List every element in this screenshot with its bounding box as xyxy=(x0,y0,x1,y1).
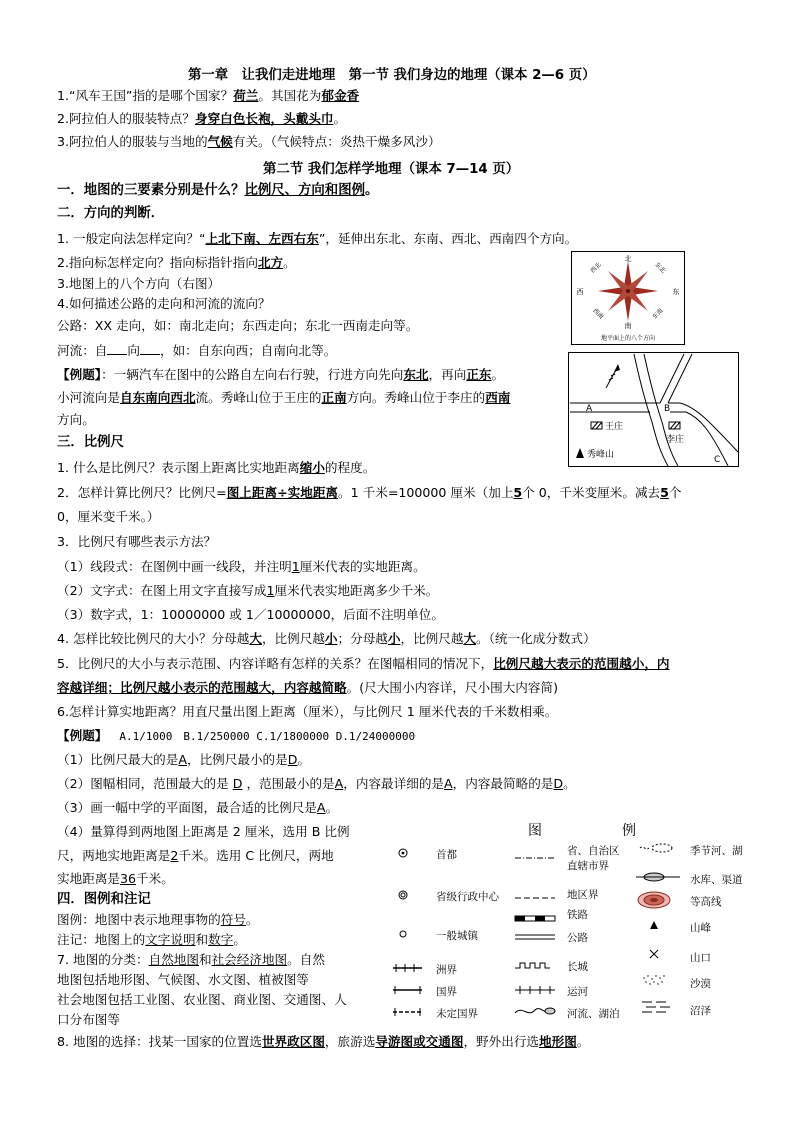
legend-def: 图例：地图中表示地理事物的符号。 xyxy=(57,912,259,927)
scale-heading: 三．比例尺 xyxy=(57,435,124,450)
legend-seasonal: 季节河、湖 xyxy=(690,845,743,857)
river-lake-icon xyxy=(515,1008,555,1014)
legend-swamp: 沼泽 xyxy=(690,1005,711,1017)
elements-line: 一．地图的三要素分别是什么？比例尺、方向和图例。 xyxy=(57,183,379,198)
compass-nw: 西北 xyxy=(589,261,603,275)
legend-railway: 铁路 xyxy=(567,909,588,921)
compass-sw: 西南 xyxy=(591,307,605,321)
road-map-figure xyxy=(568,352,739,467)
map-label-wangzhuang: 王庄 xyxy=(605,422,624,432)
legend-title-1: 图 xyxy=(528,823,542,839)
legend-pass: 山口 xyxy=(690,952,711,964)
dir-6: 河流：自 向 ，如：自东向西；自南向北等。 xyxy=(57,343,337,358)
example-2: 小河流向是自东南向西北流。秀峰山位于王庄的正南方向。秀峰山位于李庄的西南 xyxy=(57,390,511,405)
legend-contour: 等高线 xyxy=(690,896,722,908)
dir-5: 公路：XX 走向，如：南北走向；东西走向；东北一西南走向等。 xyxy=(57,318,419,333)
legend-provincial: 省级行政中心 xyxy=(436,891,499,903)
example-3: 方向。 xyxy=(57,412,95,427)
legend-undefined: 未定国界 xyxy=(436,1008,478,1020)
compass-w: 西 xyxy=(576,288,584,296)
scale-3b: （2）文字式：在图上用文字直接写成1厘米代表实地距离多少千米。 xyxy=(57,583,439,598)
scale-3: 3．比例尺有哪些表示方法？ xyxy=(57,534,217,549)
map-types-3: 社会地图包括工业图、农业图、商业图、交通图、人 xyxy=(57,992,347,1007)
compass-e: 东 xyxy=(672,288,680,296)
legend-region: 地区界 xyxy=(567,889,599,901)
legend-heading: 四．图例和注记 xyxy=(57,892,151,907)
desert-icon xyxy=(643,975,664,984)
map-types-2: 地图包括地形图、气候图、水文图、植被图等 xyxy=(57,972,309,987)
legend-road: 公路 xyxy=(567,932,588,944)
legend-reservoir: 水库、渠道 xyxy=(690,874,743,886)
q3-line: 3.阿拉伯人的服装与当地的气候有关。（气候特点：炎热干燥多风沙） xyxy=(57,134,441,149)
scale-ex-4c: 实地距离是36千米。 xyxy=(57,871,174,886)
scale-3c: （3）数字式，1：10000000 或 1／10000000，后面不注明单位。 xyxy=(57,607,444,622)
map-types: 7. 地图的分类：自然地图和社会经济地图。自然 xyxy=(57,952,325,967)
scale-ex-2: （2）图幅相同，范围最大的是 D ，范围最小的是A，内容最详细的是A，内容最简略的是D。 xyxy=(57,776,576,791)
scale-5b: 容越详细；比例尺越小表示的范围越大，内容越简略。(尺大围小内容详，尺小围大内容简) xyxy=(57,680,558,695)
legend-desert: 沙漠 xyxy=(690,978,711,990)
dir-3: 3.地图上的八个方向（右图） xyxy=(57,276,221,291)
map-label-lizhuang: 李庄 xyxy=(666,435,685,445)
railway-icon xyxy=(515,916,555,921)
national-border-icon xyxy=(393,986,422,994)
undefined-border-icon xyxy=(393,1008,422,1016)
continent-border-icon xyxy=(393,964,422,972)
scale-6: 6.怎样计算实地距离？用直尺量出图上距离（厘米），与比例尺 1 厘米代表的千米数相乘。 xyxy=(57,704,558,719)
reservoir-canal-icon xyxy=(636,873,680,881)
dir-4: 4.如何描述公路的走向和河流的流向？ xyxy=(57,296,271,311)
dir-2: 2.指向标怎样定向？指向标指针指向北方。 xyxy=(57,255,296,270)
map-label-c: C xyxy=(714,455,721,465)
legend-continent: 洲界 xyxy=(436,964,457,976)
great-wall-icon xyxy=(515,963,550,968)
scale-2: 2．怎样计算比例尺？比例尺=图上距离÷实地距离。1 千米=100000 厘米（加上5个 0，千米变厘米。减去5个 xyxy=(57,485,682,500)
scale-4: 4. 怎样比较比例尺的大小？分母越大，比例尺越小；分母越小，比例尺越大。（统一化成分数式） xyxy=(57,631,596,646)
direction-heading: 二．方向的判断． xyxy=(57,206,165,221)
swamp-icon xyxy=(642,1002,670,1012)
compass-figure xyxy=(571,251,685,345)
legend-peak: 山峰 xyxy=(690,922,711,934)
legend-wall: 长城 xyxy=(567,961,588,973)
map-types-4: 口分布图等 xyxy=(57,1012,120,1027)
dir-1: 1. 一般定向法怎样定向？“上北下南、左西右东”，延伸出东北、东南、西北、西南四个方向。 xyxy=(57,231,578,246)
map-label-b: B xyxy=(664,404,671,414)
provincial-capital-icon xyxy=(399,891,407,899)
legend-province-2: 直辖市界 xyxy=(567,860,609,872)
map-choice: 8. 地图的选择：找某一国家的位置选世界政区图，旅游选导游图或交通图，野外出行选地形图。 xyxy=(57,1034,590,1049)
map-label-a: A xyxy=(586,404,593,414)
scale-ex-4a: （4）量算得到两地图上距离是 2 厘米，选用 B 比例 xyxy=(57,824,350,839)
compass-n: 北 xyxy=(624,255,632,263)
mountain-pass-icon xyxy=(650,950,658,958)
contour-icon xyxy=(638,892,670,908)
legend-title-2: 例 xyxy=(622,823,636,839)
legend-province-1: 省、自治区 xyxy=(567,845,620,857)
section-title: 第二节 我们怎样学地理（课本 7—14 页） xyxy=(263,162,520,177)
example-1: 【例题】：一辆汽车在图中的公路自左向右行驶，行进方向先向东北，再向正东。 xyxy=(57,367,505,382)
chapter-title: 第一章 让我们走进地理 第一节 我们身边的地理（课本 2—6 页） xyxy=(188,68,596,83)
compass-ne: 东北 xyxy=(653,261,667,275)
legend-capital: 首都 xyxy=(436,849,457,861)
scale-ex-1: （1）比例尺最大的是A，比例尺最小的是D。 xyxy=(57,752,311,767)
road-icon xyxy=(515,935,555,939)
scale-ex-3: （3）画一幅中学的平面图，最合适的比例尺是A。 xyxy=(57,800,339,815)
scale-example: 【例题】 A.1/1000 B.1/250000 C.1/1800000 D.1/24000000 xyxy=(57,728,416,743)
canal-icon xyxy=(515,986,555,994)
seasonal-river-icon xyxy=(640,847,649,849)
legend-town: 一般城镇 xyxy=(436,930,478,942)
q2-line: 2.阿拉伯人的服装特点？身穿白色长袍，头戴头巾。 xyxy=(57,111,347,126)
scale-3a: （1）线段式：在图例中画一线段，并注明1厘米代表的实地距离。 xyxy=(57,559,426,574)
compass-s: 南 xyxy=(624,322,632,330)
town-icon xyxy=(400,931,406,937)
legend-canal: 运河 xyxy=(567,986,588,998)
annotation-def: 注记：地图上的文字说明和数字。 xyxy=(57,932,246,947)
map-label-mountain: 秀峰山 xyxy=(587,450,615,460)
legend-national: 国界 xyxy=(436,986,457,998)
legend-river: 河流、湖泊 xyxy=(567,1008,620,1020)
peak-icon xyxy=(650,921,658,929)
q1-line: 1.“风车王国”指的是哪个国家？荷兰。其国花为郁金香 xyxy=(57,88,360,103)
compass-caption: 地平面上的八个方向 xyxy=(600,335,656,342)
compass-se: 东南 xyxy=(651,307,665,321)
scale-ex-4b: 尺，两地实地距离是2千米。选用 C 比例尺，两地 xyxy=(57,848,334,863)
scale-2b: 0，厘米变千米。） xyxy=(57,509,160,524)
scale-5: 5．比例尺的大小与表示范围、内容详略有怎样的关系？在图幅相同的情况下，比例尺越大表示的范围越小，内 xyxy=(57,656,670,671)
scale-1: 1. 什么是比例尺？表示图上距离比实地距离缩小的程度。 xyxy=(57,460,376,475)
